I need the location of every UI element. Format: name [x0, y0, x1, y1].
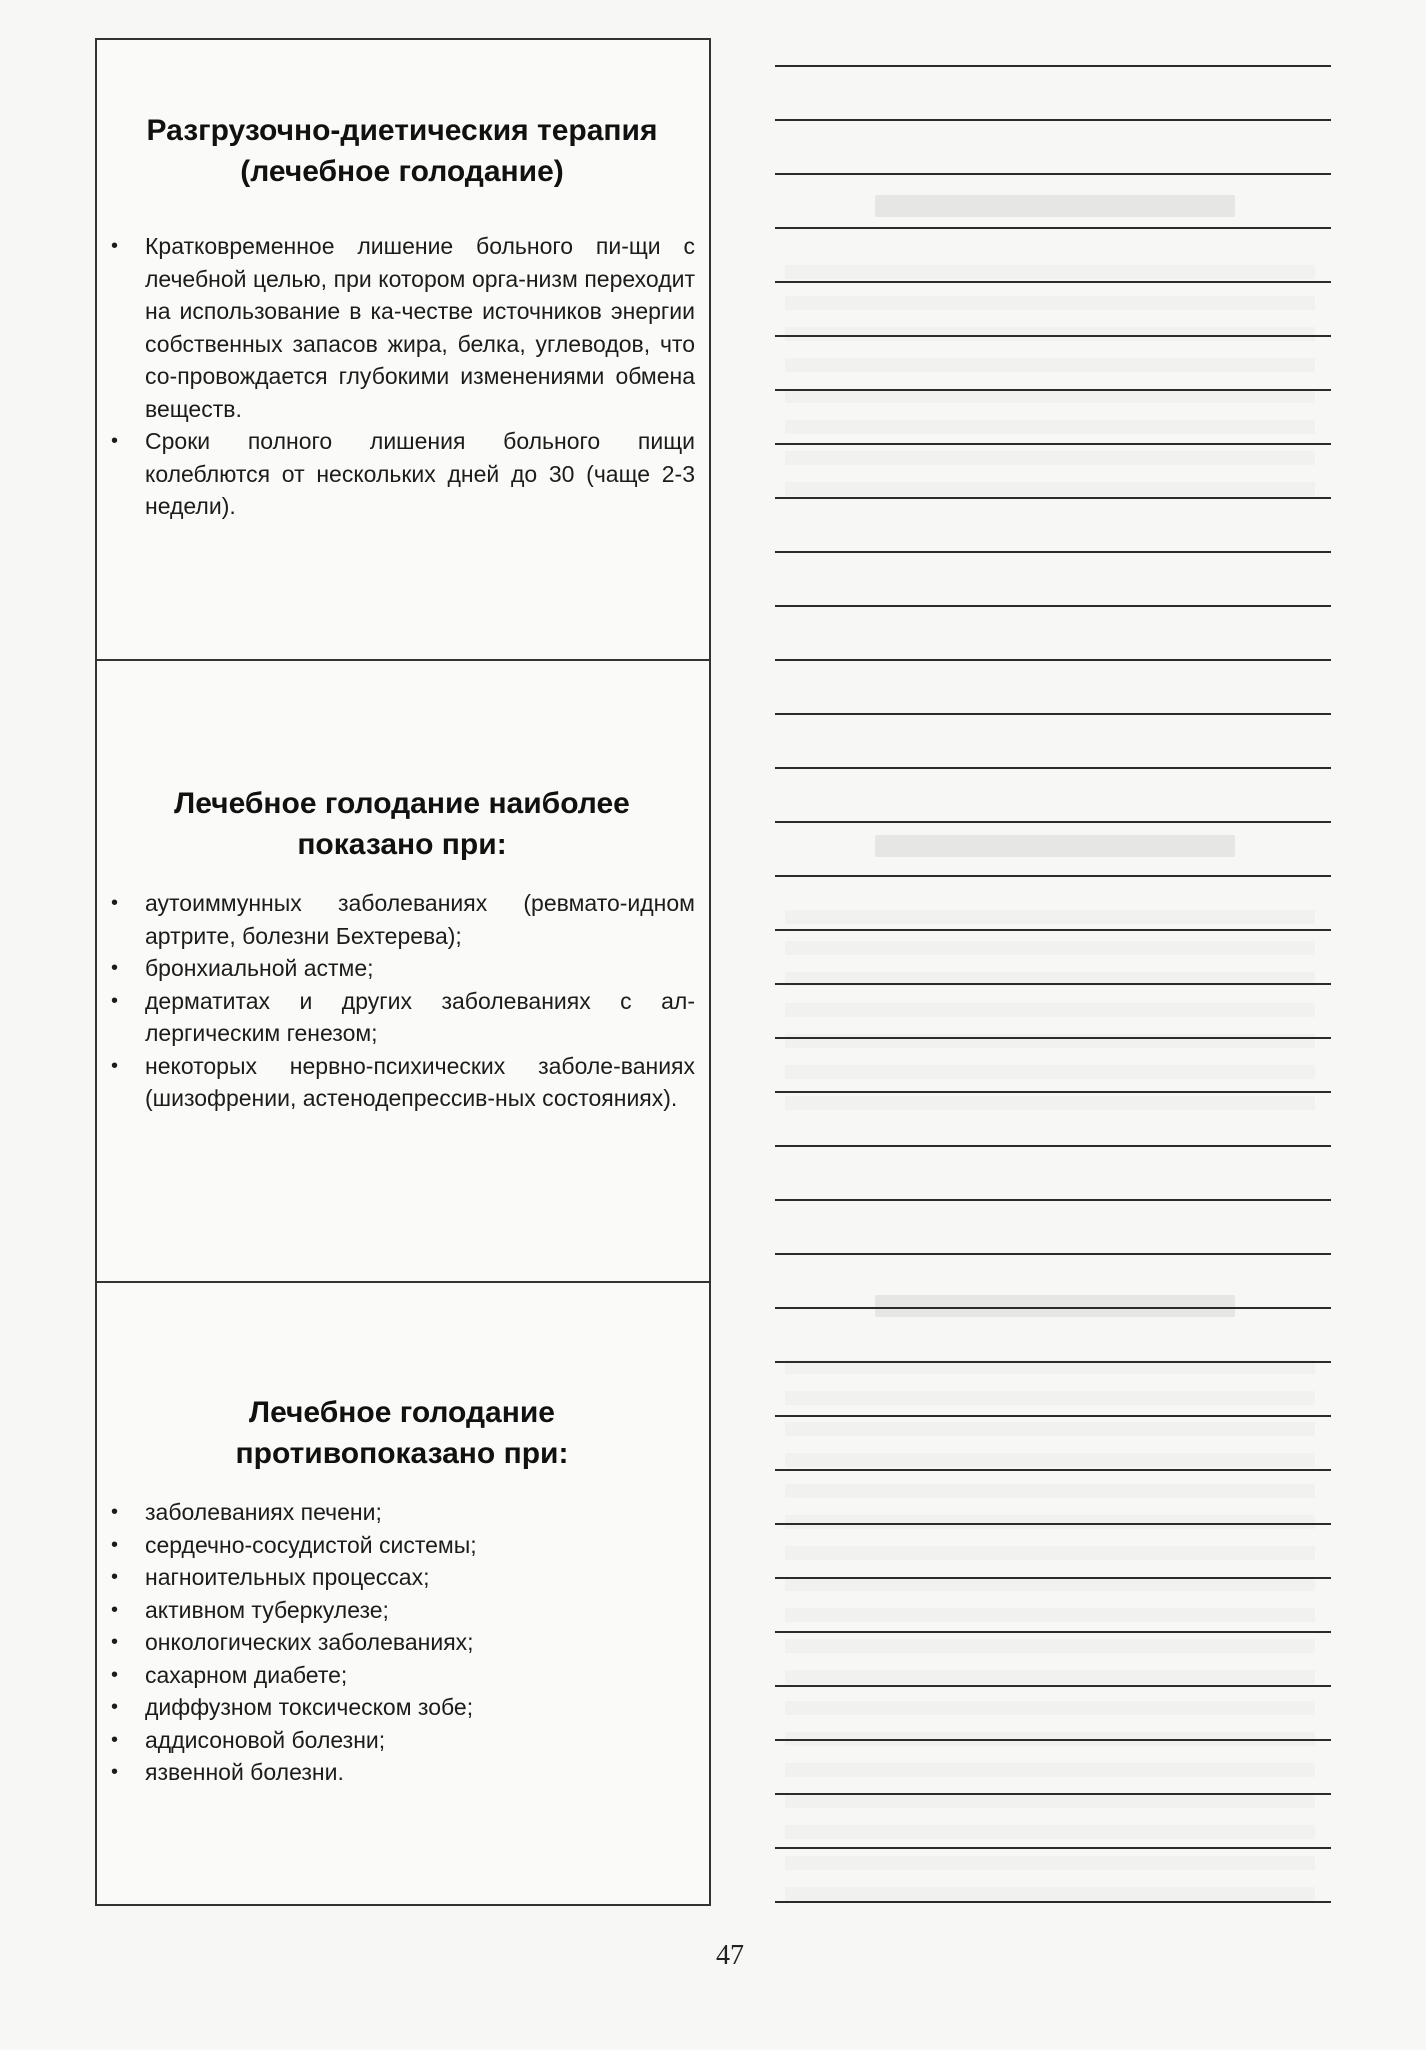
bleed-through-text [785, 327, 1315, 341]
list-item: • некоторых нервно-психических заболе-ваниях (шизофрении, астенодепрессив-ных состояниях). [109, 1050, 695, 1115]
note-line [775, 1901, 1331, 1903]
bleed-through-text [785, 482, 1315, 496]
note-line [775, 1469, 1331, 1471]
bleed-through-text [785, 1096, 1315, 1110]
bleed-through-text [785, 1065, 1315, 1079]
note-line [775, 1793, 1331, 1795]
bleed-through-text [785, 1391, 1315, 1405]
bleed-through-text [785, 1453, 1315, 1467]
note-line [775, 1091, 1331, 1093]
note-line [775, 1307, 1331, 1309]
bleed-through-text [785, 1639, 1315, 1653]
bleed-through-text [785, 1484, 1315, 1498]
note-line [775, 1361, 1331, 1363]
note-line [775, 1577, 1331, 1579]
bleed-through-text [785, 358, 1315, 372]
list-item: • нагноительных процессах; [109, 1561, 695, 1594]
list-item: • диффузном токсическом зобе; [109, 1691, 695, 1724]
note-line [775, 875, 1331, 877]
slide-indications [97, 659, 709, 1281]
bleed-through-text [785, 1887, 1315, 1901]
bleed-through-text [785, 1003, 1315, 1017]
bullet-list [109, 887, 695, 1115]
page-number: 47 [716, 1940, 744, 1971]
note-line [775, 713, 1331, 715]
note-line [775, 1631, 1331, 1633]
bleed-through-text [785, 941, 1315, 955]
list-item: • аддисоновой болезни; [109, 1724, 695, 1757]
note-line [775, 1145, 1331, 1147]
slide-title: Лечебное голодание противопоказано при: [235, 1396, 569, 1470]
slide-contraindications [97, 1281, 709, 1906]
slide-fasting-therapy [97, 40, 709, 659]
note-line [775, 173, 1331, 175]
note-line [775, 227, 1331, 229]
note-line [775, 389, 1331, 391]
bleed-through-text [785, 1515, 1315, 1529]
bleed-through-text [785, 910, 1315, 924]
bleed-through-text [785, 389, 1315, 403]
list-item: • сахарном диабете; [109, 1659, 695, 1692]
bleed-through-text [785, 1856, 1315, 1870]
note-line [775, 1199, 1331, 1201]
note-line [775, 1739, 1331, 1741]
bleed-through-text [785, 265, 1315, 279]
note-line [775, 1847, 1331, 1849]
bleed-through-text [785, 1422, 1315, 1436]
list-item: • бронхиальной астме; [109, 952, 695, 985]
note-line [775, 605, 1331, 607]
note-line [775, 65, 1331, 67]
list-item: • язвенной болезни. [109, 1756, 695, 1789]
note-line [775, 281, 1331, 283]
list-item: • онкологических заболеваниях; [109, 1626, 695, 1659]
list-item: • Сроки полного лишения больного пищи колеблются от нескольких дней до 30 (чаще 2-3 недели). [109, 425, 695, 523]
note-line [775, 335, 1331, 337]
list-item: • сердечно-сосудистой системы; [109, 1529, 695, 1562]
note-line [775, 659, 1331, 661]
bleed-through-text [785, 1763, 1315, 1777]
note-line [775, 1415, 1331, 1417]
bleed-through-heading [875, 835, 1235, 857]
note-line [775, 1037, 1331, 1039]
bullet-list [109, 1496, 695, 1789]
bleed-through-text [785, 1701, 1315, 1715]
bleed-through-text [785, 296, 1315, 310]
bullet-list [109, 230, 695, 523]
list-item: • активном туберкулезе; [109, 1594, 695, 1627]
bleed-through-heading [875, 1295, 1235, 1317]
list-item: • аутоиммунных заболеваниях (ревмато-идном артрите, болезни Бехтерева); [109, 887, 695, 952]
note-line [775, 443, 1331, 445]
slide-title: Разгрузочно-диетическия терапия (лечебное голодание) [146, 114, 658, 188]
note-line [775, 1523, 1331, 1525]
bleed-through-text [785, 1546, 1315, 1560]
bleed-through-heading [875, 195, 1235, 217]
note-line [775, 551, 1331, 553]
note-line [775, 983, 1331, 985]
bleed-through-text [785, 420, 1315, 434]
note-line [775, 1253, 1331, 1255]
list-item: • заболеваниях печени; [109, 1496, 695, 1529]
note-line [775, 497, 1331, 499]
notes-column [775, 40, 1335, 1920]
note-line [775, 929, 1331, 931]
list-item: • дерматитах и других заболеваниях с ал-лергическим генезом; [109, 985, 695, 1050]
bleed-through-text [785, 1670, 1315, 1684]
bleed-through-text [785, 1577, 1315, 1591]
slide-title: Лечебное голодание наиболее показано при: [174, 787, 630, 861]
note-line [775, 1685, 1331, 1687]
bleed-through-text [785, 1825, 1315, 1839]
note-line [775, 767, 1331, 769]
bleed-through-text [785, 451, 1315, 465]
bleed-through-text [785, 1794, 1315, 1808]
slides-frame [95, 38, 711, 1906]
bleed-through-text [785, 1608, 1315, 1622]
list-item: • Кратковременное лишение больного пи-щи с лечебной целью, при котором орга-низм переходит на использование в ка-честве источников энергии собственных запасов жира, белка, углеводов, что со-провождается глубокими изменениями обмена веществ. [109, 230, 695, 425]
note-line [775, 119, 1331, 121]
note-line [775, 821, 1331, 823]
